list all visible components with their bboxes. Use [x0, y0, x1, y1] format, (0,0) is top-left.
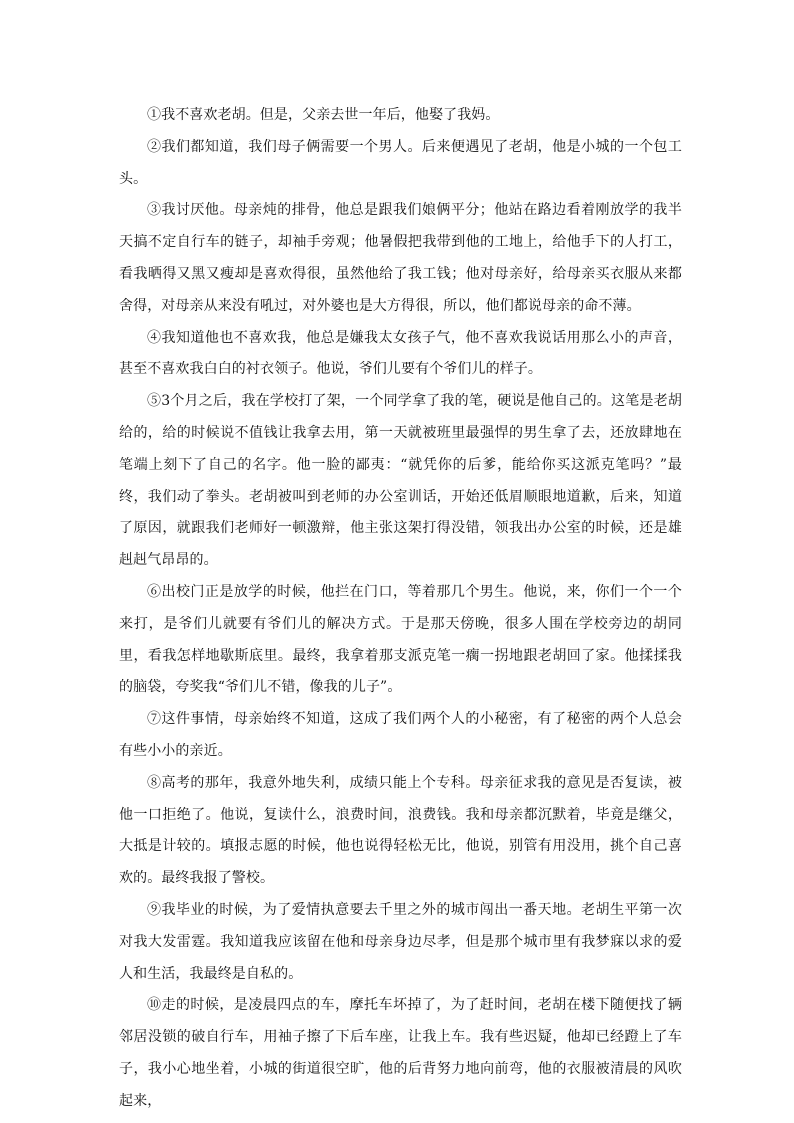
paragraph-7: ⑦这件事情，母亲始终不知道，这成了我们两个人的小秘密，有了秘密的两个人总会有些小小的亲近。 — [119, 711, 682, 759]
article-body — [119, 100, 682, 1118]
paragraph-3: ③我讨厌他。母亲炖的排骨，他总是跟我们娘俩平分；他站在路边看着刚放学的我半天搞不定自行车的链子，却袖手旁观；他暑假把我带到他的工地上，给他手下的人打工，看我晒得又黑又瘦却是喜欢得很，虽然他给了我工钱；他对母亲好，给母亲买衣服从来都舍得，对母亲从来没有吼过，对外婆也是大方得很，所以，他们都说母亲的命不薄。 — [119, 202, 682, 314]
paragraph-8: ⑧高考的那年，我意外地失利，成绩只能上个专科。母亲征求我的意见是否复读，被他一口拒绝了。他说，复读什么，浪费时间，浪费钱。我和母亲都沉默着，毕竟是继父，大抵是计较的。填报志愿的时候，他也说得轻松无比，他说，别管有用没用，挑个自己喜欢的。最终我报了警校。 — [119, 774, 682, 887]
paragraph-9: ⑨我毕业的时候，为了爱情执意要去千里之外的城市闯出一番天地。老胡生平第一次对我大发雷霆。我知道我应该留在他和母亲身边尽孝，但是那个城市里有我梦寐以求的爱人和生活，我最终是自私的。 — [119, 901, 682, 982]
paragraph-4: ④我知道他也不喜欢我，他总是嫌我太女孩子气，他不喜欢我说话用那么小的声音，甚至不喜欢我白白的衬衣领子。他说，爷们儿要有个爷们儿的样子。 — [119, 329, 682, 378]
paragraph-1: ①我不喜欢老胡。但是，父亲去世一年后，他娶了我妈。 — [147, 107, 500, 123]
paragraph-5: ⑤3个月之后，我在学校打了架，一个同学拿了我的笔，硬说是他自己的。这笔是老胡给的，给的时候说不值钱让我拿去用，第一天就被班里最强悍的男生拿了去，还放肆地在笔端上刻下了自己的名字。他一脸的鄙夷：“就凭你的后爹，能给你买这派克笔吗？”最终，我们动了拳头。老胡被叫到老师的办公室训话，开始还低眉顺眼地道歉，后来，知道了原因，就跟我们老师好一顿激辩，他主张这架打得没错，领我出办公室的时候，还是雄赳赳气昂昂的。 — [119, 393, 682, 569]
paragraph-10: ⑩走的时候，是凌晨四点的车，摩托车坏掉了，为了赶时间，老胡在楼下随便找了辆邻居没锁的破自行车，用袖子擦了下后车座，让我上车。我有些迟疑，他却已经蹬上了车子，我小心地坐着，小城的街道很空旷，他的后背努力地向前弯，他的衣服被清晨的风吹起来， — [119, 997, 682, 1109]
paragraph-2: ②我们都知道，我们母子俩需要一个男人。后来便遇见了老胡，他是小城的一个包工头。 — [119, 138, 682, 187]
paragraph-6: ⑥出校门正是放学的时候，他拦在门口，等着那几个男生。他说，来，你们一个一个来打，是爷们儿就要有爷们儿的解决方式。于是那天傍晚，很多人围在学校旁边的胡同里，看我怎样地歇斯底里。最终，我拿着那支派克笔一瘸一拐地跟老胡回了家。他揉揉我的脑袋，夸奖我“爷们儿不错，像我的儿子”。 — [119, 583, 682, 696]
